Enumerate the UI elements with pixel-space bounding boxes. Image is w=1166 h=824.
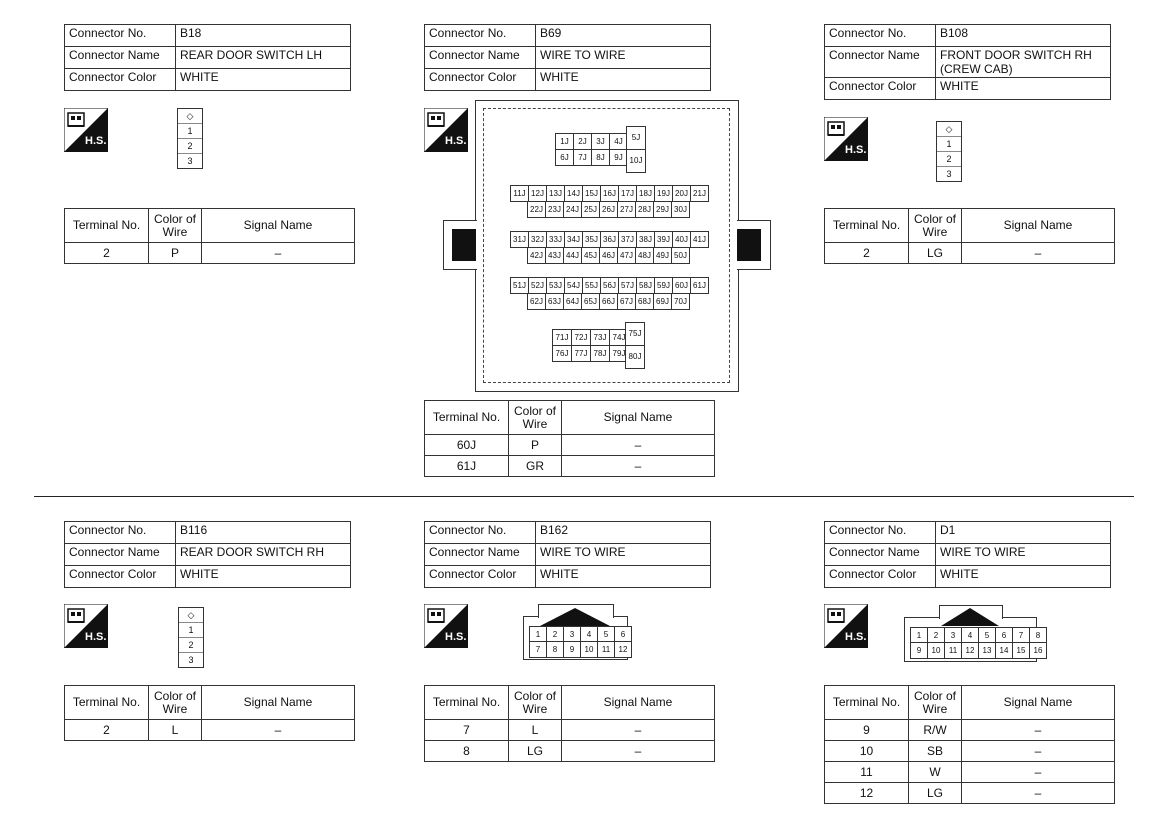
- connector-no-label: Connector No.: [425, 522, 536, 544]
- section-divider: [34, 496, 1134, 497]
- pin: 2: [927, 627, 945, 644]
- terminal-cell: 12: [825, 783, 909, 804]
- pin: 16J: [600, 185, 619, 202]
- pin: 67J: [617, 293, 636, 310]
- pin: 10: [580, 641, 598, 658]
- color-cell: GR: [509, 456, 562, 477]
- b69-terminal-table-wrap: [424, 400, 715, 477]
- connector-color-label: Connector Color: [425, 69, 536, 91]
- pin: 28J: [635, 201, 654, 218]
- terminal-cell: 9: [825, 720, 909, 741]
- connector-d1: [824, 521, 1111, 588]
- pin: 45J: [581, 247, 600, 264]
- pin: 7: [1012, 627, 1030, 644]
- signal-name-header: Signal Name: [202, 686, 355, 720]
- pin: 14J: [564, 185, 583, 202]
- connector-color-label: Connector Color: [65, 566, 176, 588]
- pin: 2: [546, 626, 564, 643]
- b162-latch-icon: [540, 606, 610, 626]
- terminal-no-header: Terminal No.: [425, 686, 509, 720]
- b18-terminal-table-wrap: [64, 208, 355, 264]
- connector-name-label: Connector Name: [65, 47, 176, 69]
- connector-b116: [64, 521, 351, 588]
- pin: 34J: [564, 231, 583, 248]
- color-cell: R/W: [909, 720, 962, 741]
- pin: 61J: [690, 277, 709, 294]
- b162-info-table: [424, 521, 711, 588]
- color-of-wire-header: [909, 686, 962, 720]
- name-line: (CREW CAB): [940, 62, 1013, 76]
- terminal-cell: 11: [825, 762, 909, 783]
- pin: 46J: [599, 247, 618, 264]
- pin: 2J: [573, 133, 592, 150]
- lock-icon: ◇: [187, 610, 195, 620]
- signal-cell: –: [962, 741, 1115, 762]
- pin: 75J: [625, 322, 645, 346]
- connector-no-value: B18: [176, 25, 351, 47]
- b116-connector-face: [178, 607, 204, 668]
- terminal-cell: 7: [425, 720, 509, 741]
- pin: 41J: [690, 231, 709, 248]
- table-row: [425, 435, 715, 456]
- pin: 66J: [599, 293, 618, 310]
- b69-pin-row: [510, 277, 708, 294]
- b69-pin-row: [527, 247, 689, 264]
- pin: 48J: [635, 247, 654, 264]
- connector-color-label: Connector Color: [65, 69, 176, 91]
- terminal-cell: 61J: [425, 456, 509, 477]
- signal-cell: –: [562, 741, 715, 762]
- pin: 36J: [600, 231, 619, 248]
- pin: 3: [179, 652, 203, 667]
- pin: 37J: [618, 231, 637, 248]
- pin: 65J: [581, 293, 600, 310]
- pin: 69J: [653, 293, 672, 310]
- pin: 42J: [527, 247, 546, 264]
- pin: 19J: [654, 185, 673, 202]
- connector-b162: [424, 521, 711, 588]
- b108-info-table: [824, 24, 1111, 100]
- header-line: Wire: [522, 416, 548, 431]
- connector-b18: [64, 24, 351, 91]
- pin: 1: [937, 136, 961, 151]
- b18-info-table: [64, 24, 351, 91]
- b162-pin-row: [529, 641, 631, 658]
- color-cell: L: [149, 720, 202, 741]
- d1-pin-row: [910, 642, 1046, 659]
- pin: 1: [178, 123, 202, 138]
- header-line: Color of: [513, 688, 557, 703]
- pin: 7J: [573, 149, 592, 166]
- pin: 68J: [635, 293, 654, 310]
- b18-connector-face: [177, 108, 203, 169]
- signal-cell: –: [562, 720, 715, 741]
- hs-icon: [424, 604, 468, 648]
- signal-name-header: Signal Name: [562, 686, 715, 720]
- signal-cell: –: [962, 762, 1115, 783]
- hs-label: H.S.: [85, 135, 107, 147]
- pin: 9: [910, 642, 928, 659]
- color-of-wire-header: [509, 401, 562, 435]
- connector-color-value: WHITE: [536, 566, 711, 588]
- connector-name-value: REAR DOOR SWITCH LH: [176, 47, 351, 69]
- terminal-cell: 2: [65, 720, 149, 741]
- b108-connector-face: [936, 121, 962, 182]
- connector-no-value: B69: [536, 25, 711, 47]
- header-line: Color of: [153, 688, 197, 703]
- table-row: [425, 720, 715, 741]
- hs-icon: [64, 604, 108, 648]
- pin: 26J: [599, 201, 618, 218]
- terminal-no-header: Terminal No.: [825, 209, 909, 243]
- pin: 31J: [510, 231, 529, 248]
- connector-no-value: B116: [176, 522, 351, 544]
- color-cell: SB: [909, 741, 962, 762]
- connector-color-value: WHITE: [936, 566, 1111, 588]
- pin: 21J: [690, 185, 709, 202]
- b108-terminal-table-wrap: [824, 208, 1115, 264]
- hs-label: H.S.: [445, 631, 467, 643]
- pin: 3: [944, 627, 962, 644]
- hs-label: H.S.: [845, 144, 867, 156]
- terminal-cell: 2: [825, 243, 909, 264]
- connector-no-label: Connector No.: [425, 25, 536, 47]
- connector-no-label: Connector No.: [65, 25, 176, 47]
- pin: 12: [614, 641, 632, 658]
- pin: 22J: [527, 201, 546, 218]
- b69-pin-row: [626, 126, 645, 150]
- color-cell: LG: [909, 783, 962, 804]
- pin: 20J: [672, 185, 691, 202]
- table-row: [425, 456, 715, 477]
- signal-cell: –: [962, 720, 1115, 741]
- terminal-cell: 2: [65, 243, 149, 264]
- connector-no-value: D1: [936, 522, 1111, 544]
- b116-terminal-table-wrap: [64, 685, 355, 741]
- pin: 11J: [510, 185, 529, 202]
- pin: 79J: [609, 345, 629, 362]
- signal-name-header: Signal Name: [562, 401, 715, 435]
- pin: 54J: [564, 277, 583, 294]
- pin: 1: [529, 626, 547, 643]
- pin: 71J: [552, 329, 572, 346]
- pin: 58J: [636, 277, 655, 294]
- signal-cell: –: [962, 243, 1115, 264]
- connector-color-value: WHITE: [176, 566, 351, 588]
- connector-no-value: B108: [936, 25, 1111, 47]
- header-line: Color of: [913, 211, 957, 226]
- pin: 1J: [555, 133, 574, 150]
- b162-terminal-table-wrap: [424, 685, 715, 762]
- b69-pin-row: [552, 345, 628, 362]
- pin: 13J: [546, 185, 565, 202]
- pin: 2: [937, 151, 961, 166]
- pin: 15: [1012, 642, 1030, 659]
- pin: 63J: [545, 293, 564, 310]
- b69-right-latch: [737, 229, 761, 261]
- d1-terminal-table: [824, 685, 1115, 804]
- table-row: [65, 720, 355, 741]
- d1-terminal-table-wrap: [824, 685, 1115, 804]
- pin: 3: [937, 166, 961, 181]
- d1-latch-icon: [941, 606, 999, 626]
- hs-label: H.S.: [85, 631, 107, 643]
- pin: 53J: [546, 277, 565, 294]
- pin: 74J: [609, 329, 629, 346]
- pin: 38J: [636, 231, 655, 248]
- pin: 14: [995, 642, 1013, 659]
- connector-b108: [824, 24, 1111, 100]
- pin: 43J: [545, 247, 564, 264]
- signal-cell: –: [962, 783, 1115, 804]
- pin: 6J: [555, 149, 574, 166]
- connector-no-label: Connector No.: [65, 522, 176, 544]
- pin: 3: [178, 153, 202, 168]
- pin: 52J: [528, 277, 547, 294]
- b69-pin-row: [626, 149, 645, 173]
- b69-terminal-table: [424, 400, 715, 477]
- pin: 5: [597, 626, 615, 643]
- table-row: [825, 720, 1115, 741]
- pin: 6: [614, 626, 632, 643]
- b69-pin-row: [527, 293, 689, 310]
- pin: 8J: [591, 149, 610, 166]
- pin: 5: [978, 627, 996, 644]
- hs-icon: [824, 604, 868, 648]
- pin: 29J: [653, 201, 672, 218]
- color-cell: L: [509, 720, 562, 741]
- signal-name-header: Signal Name: [962, 686, 1115, 720]
- b69-pin-row: [625, 345, 644, 369]
- pin: 7: [529, 641, 547, 658]
- pin: 6: [995, 627, 1013, 644]
- pin: 64J: [563, 293, 582, 310]
- pin: 2: [179, 637, 203, 652]
- d1-info-table: [824, 521, 1111, 588]
- signal-name-header: Signal Name: [962, 209, 1115, 243]
- header-line: Color of: [153, 211, 197, 226]
- pin: 72J: [571, 329, 591, 346]
- pin: 51J: [510, 277, 529, 294]
- pin: 59J: [654, 277, 673, 294]
- b69-pin-row: [555, 149, 627, 166]
- pin: 76J: [552, 345, 572, 362]
- pin: 25J: [581, 201, 600, 218]
- table-row: [425, 741, 715, 762]
- pin: 9: [563, 641, 581, 658]
- terminal-cell: 10: [825, 741, 909, 762]
- pin: 55J: [582, 277, 601, 294]
- terminal-no-header: Terminal No.: [825, 686, 909, 720]
- connector-name-label: Connector Name: [425, 544, 536, 566]
- lock-icon: ◇: [945, 124, 953, 134]
- connector-name-value: REAR DOOR SWITCH RH: [176, 544, 351, 566]
- connector-color-value: WHITE: [536, 69, 711, 91]
- pin: 11: [944, 642, 962, 659]
- terminal-cell: 8: [425, 741, 509, 762]
- color-cell: P: [509, 435, 562, 456]
- pin: 15J: [582, 185, 601, 202]
- pin: 62J: [527, 293, 546, 310]
- connector-name-label: Connector Name: [825, 47, 936, 78]
- pin: 30J: [671, 201, 690, 218]
- table-row: [65, 243, 355, 264]
- b69-left-latch: [452, 229, 476, 261]
- pin: 40J: [672, 231, 691, 248]
- table-row: [825, 783, 1115, 804]
- pin: 50J: [671, 247, 690, 264]
- pin: 12J: [528, 185, 547, 202]
- connector-name-label: Connector Name: [425, 47, 536, 69]
- hs-label: H.S.: [445, 135, 467, 147]
- header-line: Wire: [162, 224, 188, 239]
- table-row: [825, 762, 1115, 783]
- name-line: FRONT DOOR SWITCH RH: [940, 48, 1092, 62]
- table-row: [825, 243, 1115, 264]
- color-cell: LG: [509, 741, 562, 762]
- pin: 5J: [626, 126, 646, 150]
- pin: 32J: [528, 231, 547, 248]
- pin: 49J: [653, 247, 672, 264]
- color-of-wire-header: [149, 209, 202, 243]
- b162-terminal-table: [424, 685, 715, 762]
- header-line: Color of: [513, 403, 557, 418]
- b69-pin-row: [552, 329, 628, 346]
- pin: 56J: [600, 277, 619, 294]
- b69-pin-row: [510, 231, 708, 248]
- b69-pin-row: [527, 201, 689, 218]
- pin: 1: [910, 627, 928, 644]
- pin: 3: [563, 626, 581, 643]
- hs-icon: [824, 117, 868, 161]
- signal-name-header: Signal Name: [202, 209, 355, 243]
- color-cell: P: [149, 243, 202, 264]
- pin: 4J: [609, 133, 628, 150]
- pin: 70J: [671, 293, 690, 310]
- b69-pin-row: [510, 185, 708, 202]
- pin: 4: [580, 626, 598, 643]
- b69-pin-row: [625, 322, 644, 346]
- color-cell: LG: [909, 243, 962, 264]
- color-of-wire-header: [509, 686, 562, 720]
- pin: 1: [179, 622, 203, 637]
- terminal-no-header: Terminal No.: [65, 209, 149, 243]
- pin: 11: [597, 641, 615, 658]
- connector-no-label: Connector No.: [825, 25, 936, 47]
- connector-name-label: Connector Name: [65, 544, 176, 566]
- pin: 16: [1029, 642, 1047, 659]
- pin: 9J: [609, 149, 628, 166]
- connector-color-label: Connector Color: [825, 78, 936, 100]
- signal-cell: –: [202, 720, 355, 741]
- pin: 2: [178, 138, 202, 153]
- pin: 77J: [571, 345, 591, 362]
- pin: 27J: [617, 201, 636, 218]
- connector-color-value: WHITE: [936, 78, 1111, 100]
- pin: 24J: [563, 201, 582, 218]
- pin: 33J: [546, 231, 565, 248]
- hs-icon: [64, 108, 108, 152]
- pin: 44J: [563, 247, 582, 264]
- pin: 80J: [625, 345, 645, 369]
- signal-cell: –: [562, 435, 715, 456]
- pin: 39J: [654, 231, 673, 248]
- connector-color-value: WHITE: [176, 69, 351, 91]
- connector-color-label: Connector Color: [825, 566, 936, 588]
- terminal-cell: 60J: [425, 435, 509, 456]
- color-of-wire-header: [149, 686, 202, 720]
- header-line: Wire: [522, 701, 548, 716]
- header-line: Color of: [913, 688, 957, 703]
- connector-name-value: WIRE TO WIRE: [536, 47, 711, 69]
- header-line: Wire: [922, 701, 948, 716]
- pin: 8: [1029, 627, 1047, 644]
- signal-cell: –: [562, 456, 715, 477]
- pin: 17J: [618, 185, 637, 202]
- pin: 13: [978, 642, 996, 659]
- table-row: [825, 741, 1115, 762]
- connector-color-label: Connector Color: [425, 566, 536, 588]
- pin: 3J: [591, 133, 610, 150]
- terminal-no-header: Terminal No.: [65, 686, 149, 720]
- pin: 10J: [626, 149, 646, 173]
- b116-info-table: [64, 521, 351, 588]
- hs-icon: [424, 108, 468, 152]
- color-of-wire-header: [909, 209, 962, 243]
- pin: 10: [927, 642, 945, 659]
- header-line: Wire: [162, 701, 188, 716]
- signal-cell: –: [202, 243, 355, 264]
- lock-icon: ◇: [186, 111, 194, 121]
- pin: 73J: [590, 329, 610, 346]
- b116-terminal-table: [64, 685, 355, 741]
- pin: 18J: [636, 185, 655, 202]
- connector-name-value: WIRE TO WIRE: [536, 544, 711, 566]
- b18-terminal-table: [64, 208, 355, 264]
- pin: 4: [961, 627, 979, 644]
- pin: 60J: [672, 277, 691, 294]
- pin: 78J: [590, 345, 610, 362]
- pin: 57J: [618, 277, 637, 294]
- b108-terminal-table: [824, 208, 1115, 264]
- connector-name-value: [936, 47, 1111, 78]
- pin: 35J: [582, 231, 601, 248]
- terminal-no-header: Terminal No.: [425, 401, 509, 435]
- b69-pin-row: [555, 133, 627, 150]
- connector-no-label: Connector No.: [825, 522, 936, 544]
- connector-name-value: WIRE TO WIRE: [936, 544, 1111, 566]
- hs-label: H.S.: [845, 631, 867, 643]
- connector-no-value: B162: [536, 522, 711, 544]
- pin: 12: [961, 642, 979, 659]
- header-line: Wire: [922, 224, 948, 239]
- pin: 47J: [617, 247, 636, 264]
- b69-info-table: [424, 24, 711, 91]
- pin: 8: [546, 641, 564, 658]
- pin: 23J: [545, 201, 564, 218]
- connector-name-label: Connector Name: [825, 544, 936, 566]
- color-cell: W: [909, 762, 962, 783]
- connector-b69: [424, 24, 711, 91]
